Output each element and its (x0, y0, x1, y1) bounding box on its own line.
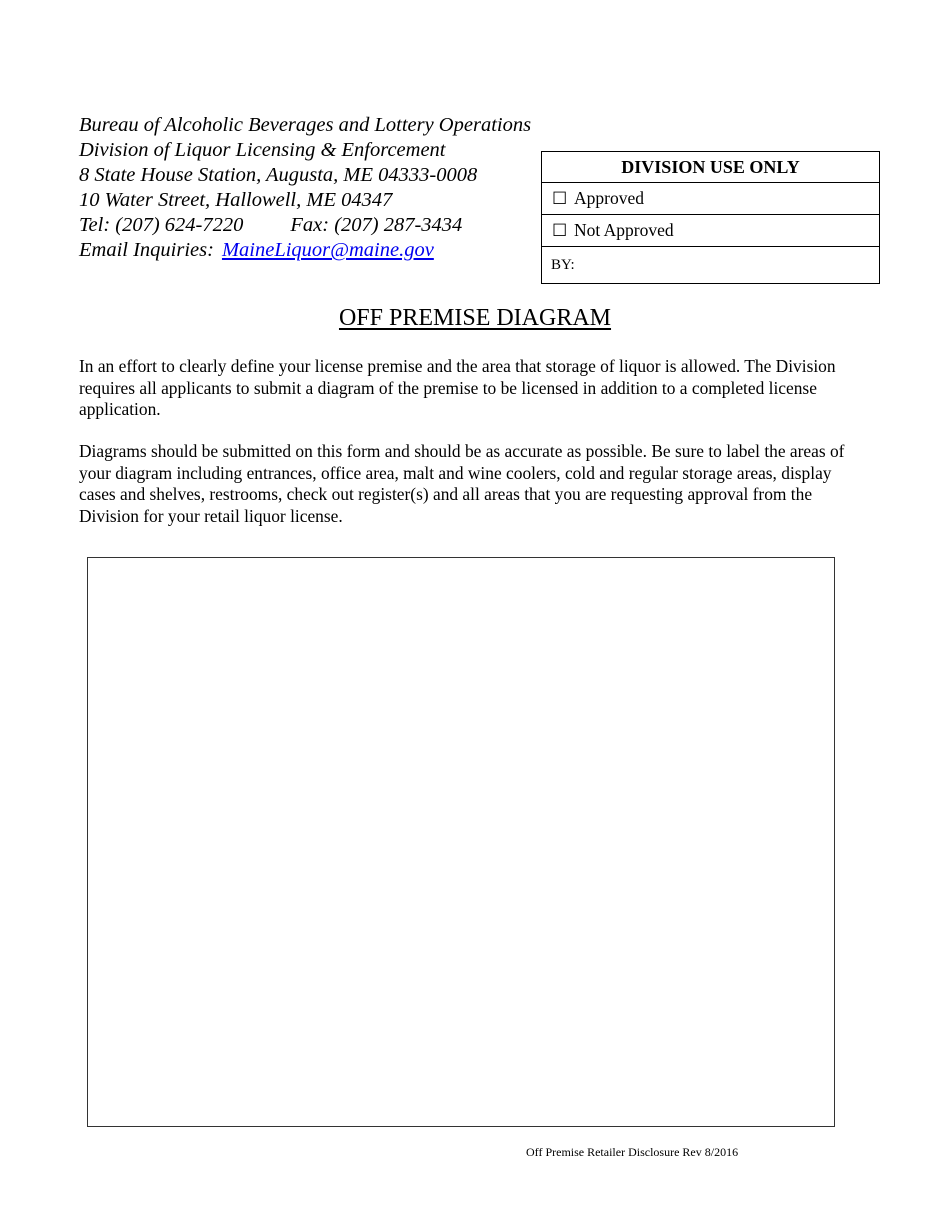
street-address: 10 Water Street, Hallowell, ME 04347 (79, 189, 393, 211)
division-use-only-box (541, 151, 880, 284)
approved-row (542, 183, 879, 215)
agency-header (79, 113, 549, 263)
approved-label: Approved (574, 188, 644, 208)
not-approved-row (542, 215, 879, 247)
division-name: Division of Liquor Licensing & Enforcement (79, 139, 446, 161)
instructions-paragraph: Diagrams should be submitted on this form and should be as accurate as possible. Be sure to label the areas of your diagram including entrances, office area, malt and wine coolers, cold and regular storage areas, display cases and shelves, restrooms, check out register(s) and all areas that you are requesting approval from the Division for your retail liquor license. (79, 441, 845, 526)
intro-paragraph: In an effort to clearly define your license premise and the area that storage of liquor is allowed. The Division requires all applicants to submit a diagram of the premise to be licensed in addition to a completed license application. (79, 356, 836, 419)
phone-line (79, 213, 549, 238)
fax-number: Fax: (207) 287-3434 (290, 214, 463, 236)
agency-name: Bureau of Alcoholic Beverages and Lottery Operations (79, 114, 532, 136)
division-use-only-title: DIVISION USE ONLY (542, 152, 879, 183)
approved-checkbox[interactable]: ☐ (552, 189, 568, 208)
email-link[interactable]: MaineLiquor@maine.gov (221, 239, 434, 261)
mailing-address: 8 State House Station, Augusta, ME 04333-0008 (79, 164, 478, 186)
by-field (542, 247, 879, 283)
document-title (0, 303, 950, 333)
not-approved-label: Not Approved (574, 220, 674, 240)
not-approved-checkbox[interactable]: ☐ (552, 221, 568, 240)
email-line (79, 238, 549, 263)
tel-number: Tel: (207) 624-7220 (79, 214, 244, 236)
diagram-drawing-area[interactable] (87, 557, 835, 1127)
by-label: BY: (551, 257, 575, 273)
form-footer: Off Premise Retailer Disclosure Rev 8/2016 (526, 1145, 739, 1159)
email-label: Email Inquiries: (79, 239, 214, 261)
document-title-text: OFF PREMISE DIAGRAM (338, 305, 612, 331)
